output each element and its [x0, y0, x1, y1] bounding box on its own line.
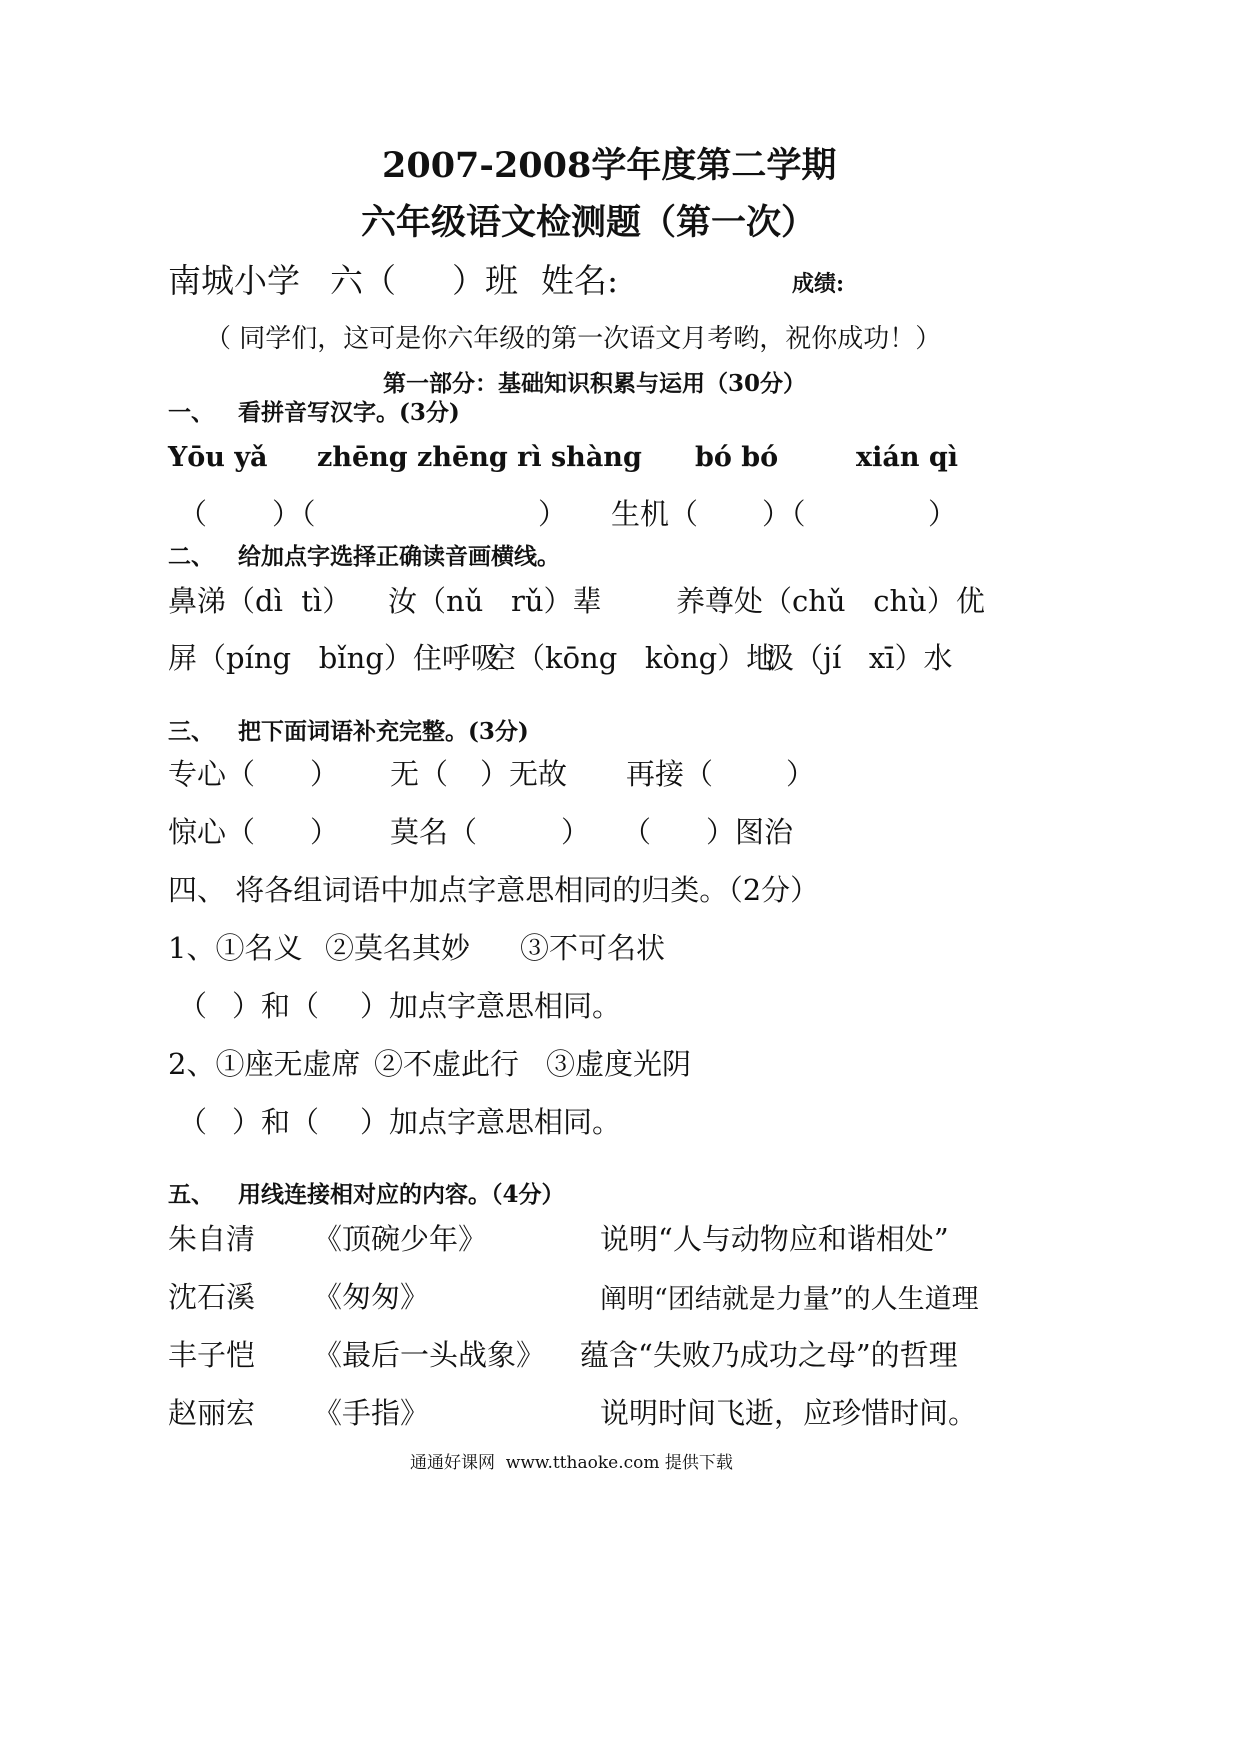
- q4-g1-answer-mid: ）和（: [232, 989, 320, 1023]
- footer-download-note: 通通好课网 www.tthaoke.com 提供下载: [410, 1453, 733, 1473]
- q3-item-1b: ）: [310, 757, 340, 791]
- q5-meaning-4: 说明时间飞逝，应珍惜时间。: [600, 1396, 978, 1430]
- q3-item-4b: ）: [310, 815, 340, 849]
- class-suffix: ）班: [452, 261, 518, 300]
- q3-item-2b: ）无故: [480, 757, 568, 791]
- q5-author-4: 赵丽宏: [168, 1396, 256, 1430]
- q3-title: 三、 把下面词语补充完整。(3分): [168, 718, 529, 745]
- q2-item-3: 养尊处（chǔ chù）优: [676, 584, 985, 618]
- q5-work-2: 《匆匆》: [313, 1280, 430, 1314]
- school-name: 南城小学: [168, 261, 300, 300]
- q1-pinyin-2: zhēng zhēng rì shàng: [317, 442, 642, 473]
- q1-pinyin-4: xián qì: [856, 442, 959, 473]
- q1-blank-open: （: [178, 497, 208, 531]
- encouragement-note: （ 同学们，这可是你六年级的第一次语文月考哟，祝你成功！）: [205, 324, 942, 354]
- q4-g1-item-3: ③不可名状: [520, 931, 666, 965]
- q3-item-6a: （: [622, 815, 652, 849]
- score-label: 成绩:: [792, 271, 845, 297]
- q3-item-1a: 专心（: [168, 757, 256, 791]
- q2-item-5: 空（kōng kòng）地: [487, 641, 776, 675]
- q4-g2-answer-open: （: [178, 1105, 208, 1139]
- q4-g2-item-1: 2、①座无虚席: [168, 1047, 361, 1081]
- q3-item-5a: 莫名（: [390, 815, 478, 849]
- q4-g1-answer-end: ）加点字意思相同。: [360, 989, 622, 1023]
- q3-item-3a: 再接（: [626, 757, 714, 791]
- q3-item-4a: 惊心（: [168, 815, 256, 849]
- part1-title: 第一部分：基础知识积累与运用（30分）: [383, 370, 807, 397]
- q3-item-5b: ）: [561, 815, 591, 849]
- q5-meaning-1: 说明“人与动物应和谐相处”: [600, 1222, 949, 1256]
- q1-blank-close: ）: [538, 497, 568, 531]
- exam-title-line1: 2007-2008学年度第二学期: [382, 145, 837, 186]
- q5-author-1: 朱自清: [168, 1222, 256, 1256]
- q4-g2-item-3: ③虚度光阴: [546, 1047, 692, 1081]
- q4-g1-item-1: 1、①名义: [168, 931, 303, 965]
- q5-meaning-3: 蕴含“失败乃成功之母”的哲理: [580, 1338, 958, 1372]
- q1-blank-close2: ）: [928, 497, 958, 531]
- q4-g2-item-2: ②不虚此行: [374, 1047, 520, 1081]
- q2-item-1: 鼻涕（dì tì）: [168, 584, 352, 618]
- q4-title: 四、 将各组词语中加点字意思相同的归类。（2分）: [168, 873, 820, 907]
- q5-work-3: 《最后一头战象》: [313, 1338, 546, 1372]
- q5-author-2: 沈石溪: [168, 1280, 256, 1314]
- q1-title: 一、 看拼音写汉字。(3分): [168, 399, 460, 426]
- q5-author-3: 丰子恺: [168, 1338, 256, 1372]
- q3-item-2a: 无（: [390, 757, 449, 791]
- class-prefix: 六（: [330, 261, 396, 300]
- q5-work-1: 《顶碗少年》: [313, 1222, 488, 1256]
- q3-item-6b: ）图治: [706, 815, 794, 849]
- q1-blank-mid2: ）（: [762, 497, 806, 531]
- q2-item-2: 汝（nǔ rǔ）辈: [388, 584, 602, 618]
- q2-title: 二、 给加点字选择正确读音画横线。: [168, 543, 561, 570]
- q5-work-4: 《手指》: [313, 1396, 430, 1430]
- q4-g2-answer-mid: ）和（: [232, 1105, 320, 1139]
- q1-pinyin-1: Yōu yǎ: [168, 442, 268, 473]
- q4-g1-item-2: ②莫名其妙: [325, 931, 471, 965]
- q2-item-4: 屏（píng bǐng）住呼吸: [168, 641, 500, 675]
- q4-g2-answer-end: ）加点字意思相同。: [360, 1105, 622, 1139]
- q1-shengji: 生机（: [611, 497, 699, 531]
- q3-item-3b: ）: [786, 757, 816, 791]
- q2-item-6: 汲（jí xī）水: [765, 641, 953, 675]
- exam-title-line2: 六年级语文检测题（第一次）: [361, 202, 817, 243]
- q5-meaning-2: 阐明“团结就是力量”的人生道理: [600, 1284, 979, 1315]
- q1-blank-mid: ）（: [272, 497, 316, 531]
- name-label: 姓名:: [541, 261, 619, 300]
- q5-title: 五、 用线连接相对应的内容。（4分）: [168, 1181, 565, 1208]
- q1-pinyin-3: bó bó: [695, 442, 779, 473]
- q4-g1-answer-open: （: [178, 989, 208, 1023]
